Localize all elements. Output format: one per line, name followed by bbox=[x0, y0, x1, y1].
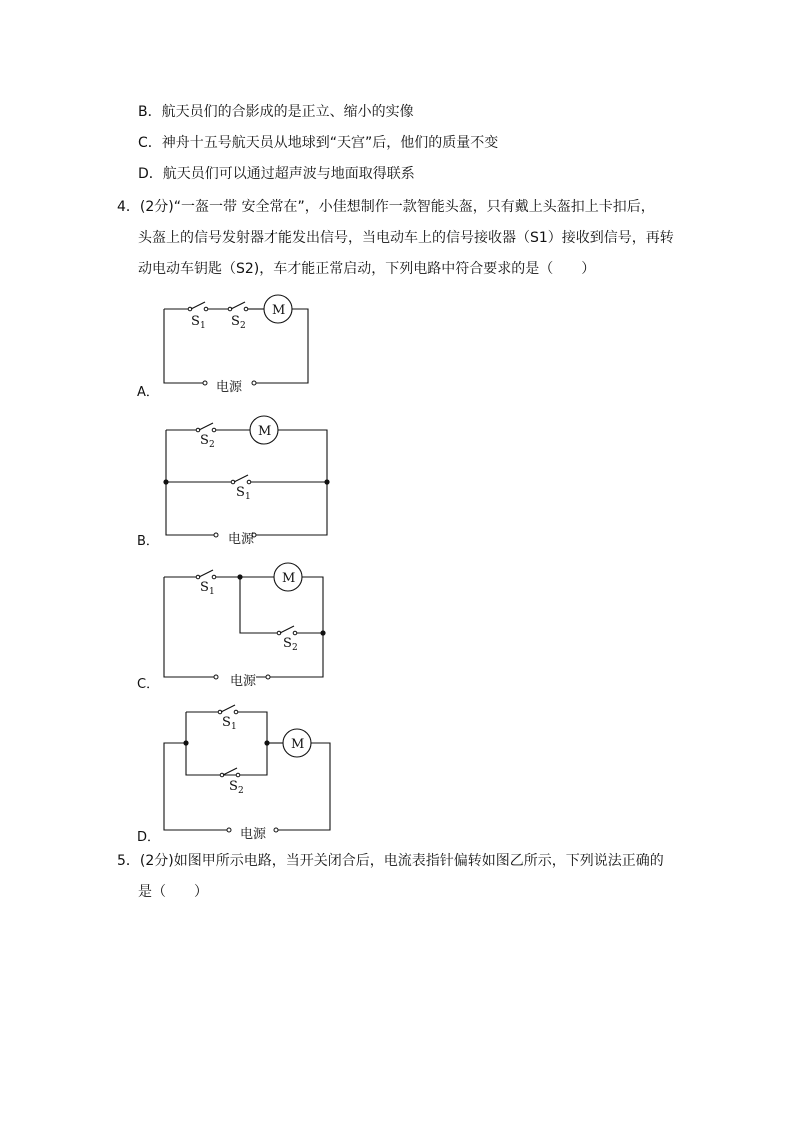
q3-option-d: D．航天员们可以通过超声波与地面取得联系 bbox=[138, 166, 415, 182]
switch-s2-a-sub: 2 bbox=[240, 321, 246, 331]
q4-stem-line3: 动电动车钥匙（S2)，车才能正常启动，下列电路中符合要求的是（ ） bbox=[138, 261, 596, 277]
switch-s1-b: S bbox=[236, 485, 245, 500]
power-label-a: 电源 bbox=[216, 380, 243, 395]
switch-s1-d: S bbox=[222, 715, 231, 730]
option-a-label: A． bbox=[137, 385, 159, 400]
motor-symbol-c: M bbox=[282, 571, 296, 586]
switch-s2-b: S bbox=[200, 433, 209, 448]
option-d-label: D． bbox=[137, 830, 161, 845]
q5-stem-line1: 5．(2分)如图甲所示电路，当开关闭合后，电流表指针偏转如图乙所示，下列说法正确的 bbox=[117, 853, 664, 869]
power-label-c: 电源 bbox=[230, 674, 257, 689]
q4-stem-line1: 4．(2分)“一盔一带 安全常在”，小佳想制作一款智能头盔，只有戴上头盔扣上卡扣后， bbox=[117, 199, 655, 215]
switch-s1-a: S bbox=[191, 314, 200, 329]
motor-symbol-a: M bbox=[272, 303, 286, 318]
switch-s1-c: S bbox=[200, 580, 209, 595]
q3-option-c: C．神舟十五号航天员从地球到“天宫”后，他们的质量不变 bbox=[138, 135, 499, 151]
switch-s1-d-sub: 1 bbox=[231, 722, 237, 732]
switch-s1-c-sub: 1 bbox=[209, 587, 215, 597]
switch-s2-d: S bbox=[229, 779, 238, 794]
option-c-label: C． bbox=[137, 677, 160, 692]
switch-s1-b-sub: 1 bbox=[245, 492, 251, 502]
q4-stem-line2: 头盔上的信号发射器才能发出信号，当电动车上的信号接收器（S1）接收到信号，再转 bbox=[138, 230, 674, 246]
switch-s2-a: S bbox=[231, 314, 240, 329]
power-label-d: 电源 bbox=[240, 827, 267, 842]
switch-s2-d-sub: 2 bbox=[238, 786, 244, 796]
option-b-label: B． bbox=[137, 534, 159, 549]
q3-option-b: B．航天员们的合影成的是正立、缩小的实像 bbox=[138, 104, 414, 120]
power-label-b: 电源 bbox=[228, 532, 255, 547]
switch-s2-c: S bbox=[283, 636, 292, 651]
switch-s2-c-sub: 2 bbox=[292, 643, 298, 653]
motor-symbol-d: M bbox=[291, 737, 305, 752]
switch-s2-b-sub: 2 bbox=[209, 440, 215, 450]
motor-symbol-b: M bbox=[258, 424, 272, 439]
switch-s1-a-sub: 1 bbox=[200, 321, 206, 331]
q5-stem-line2: 是（ ） bbox=[138, 884, 208, 900]
